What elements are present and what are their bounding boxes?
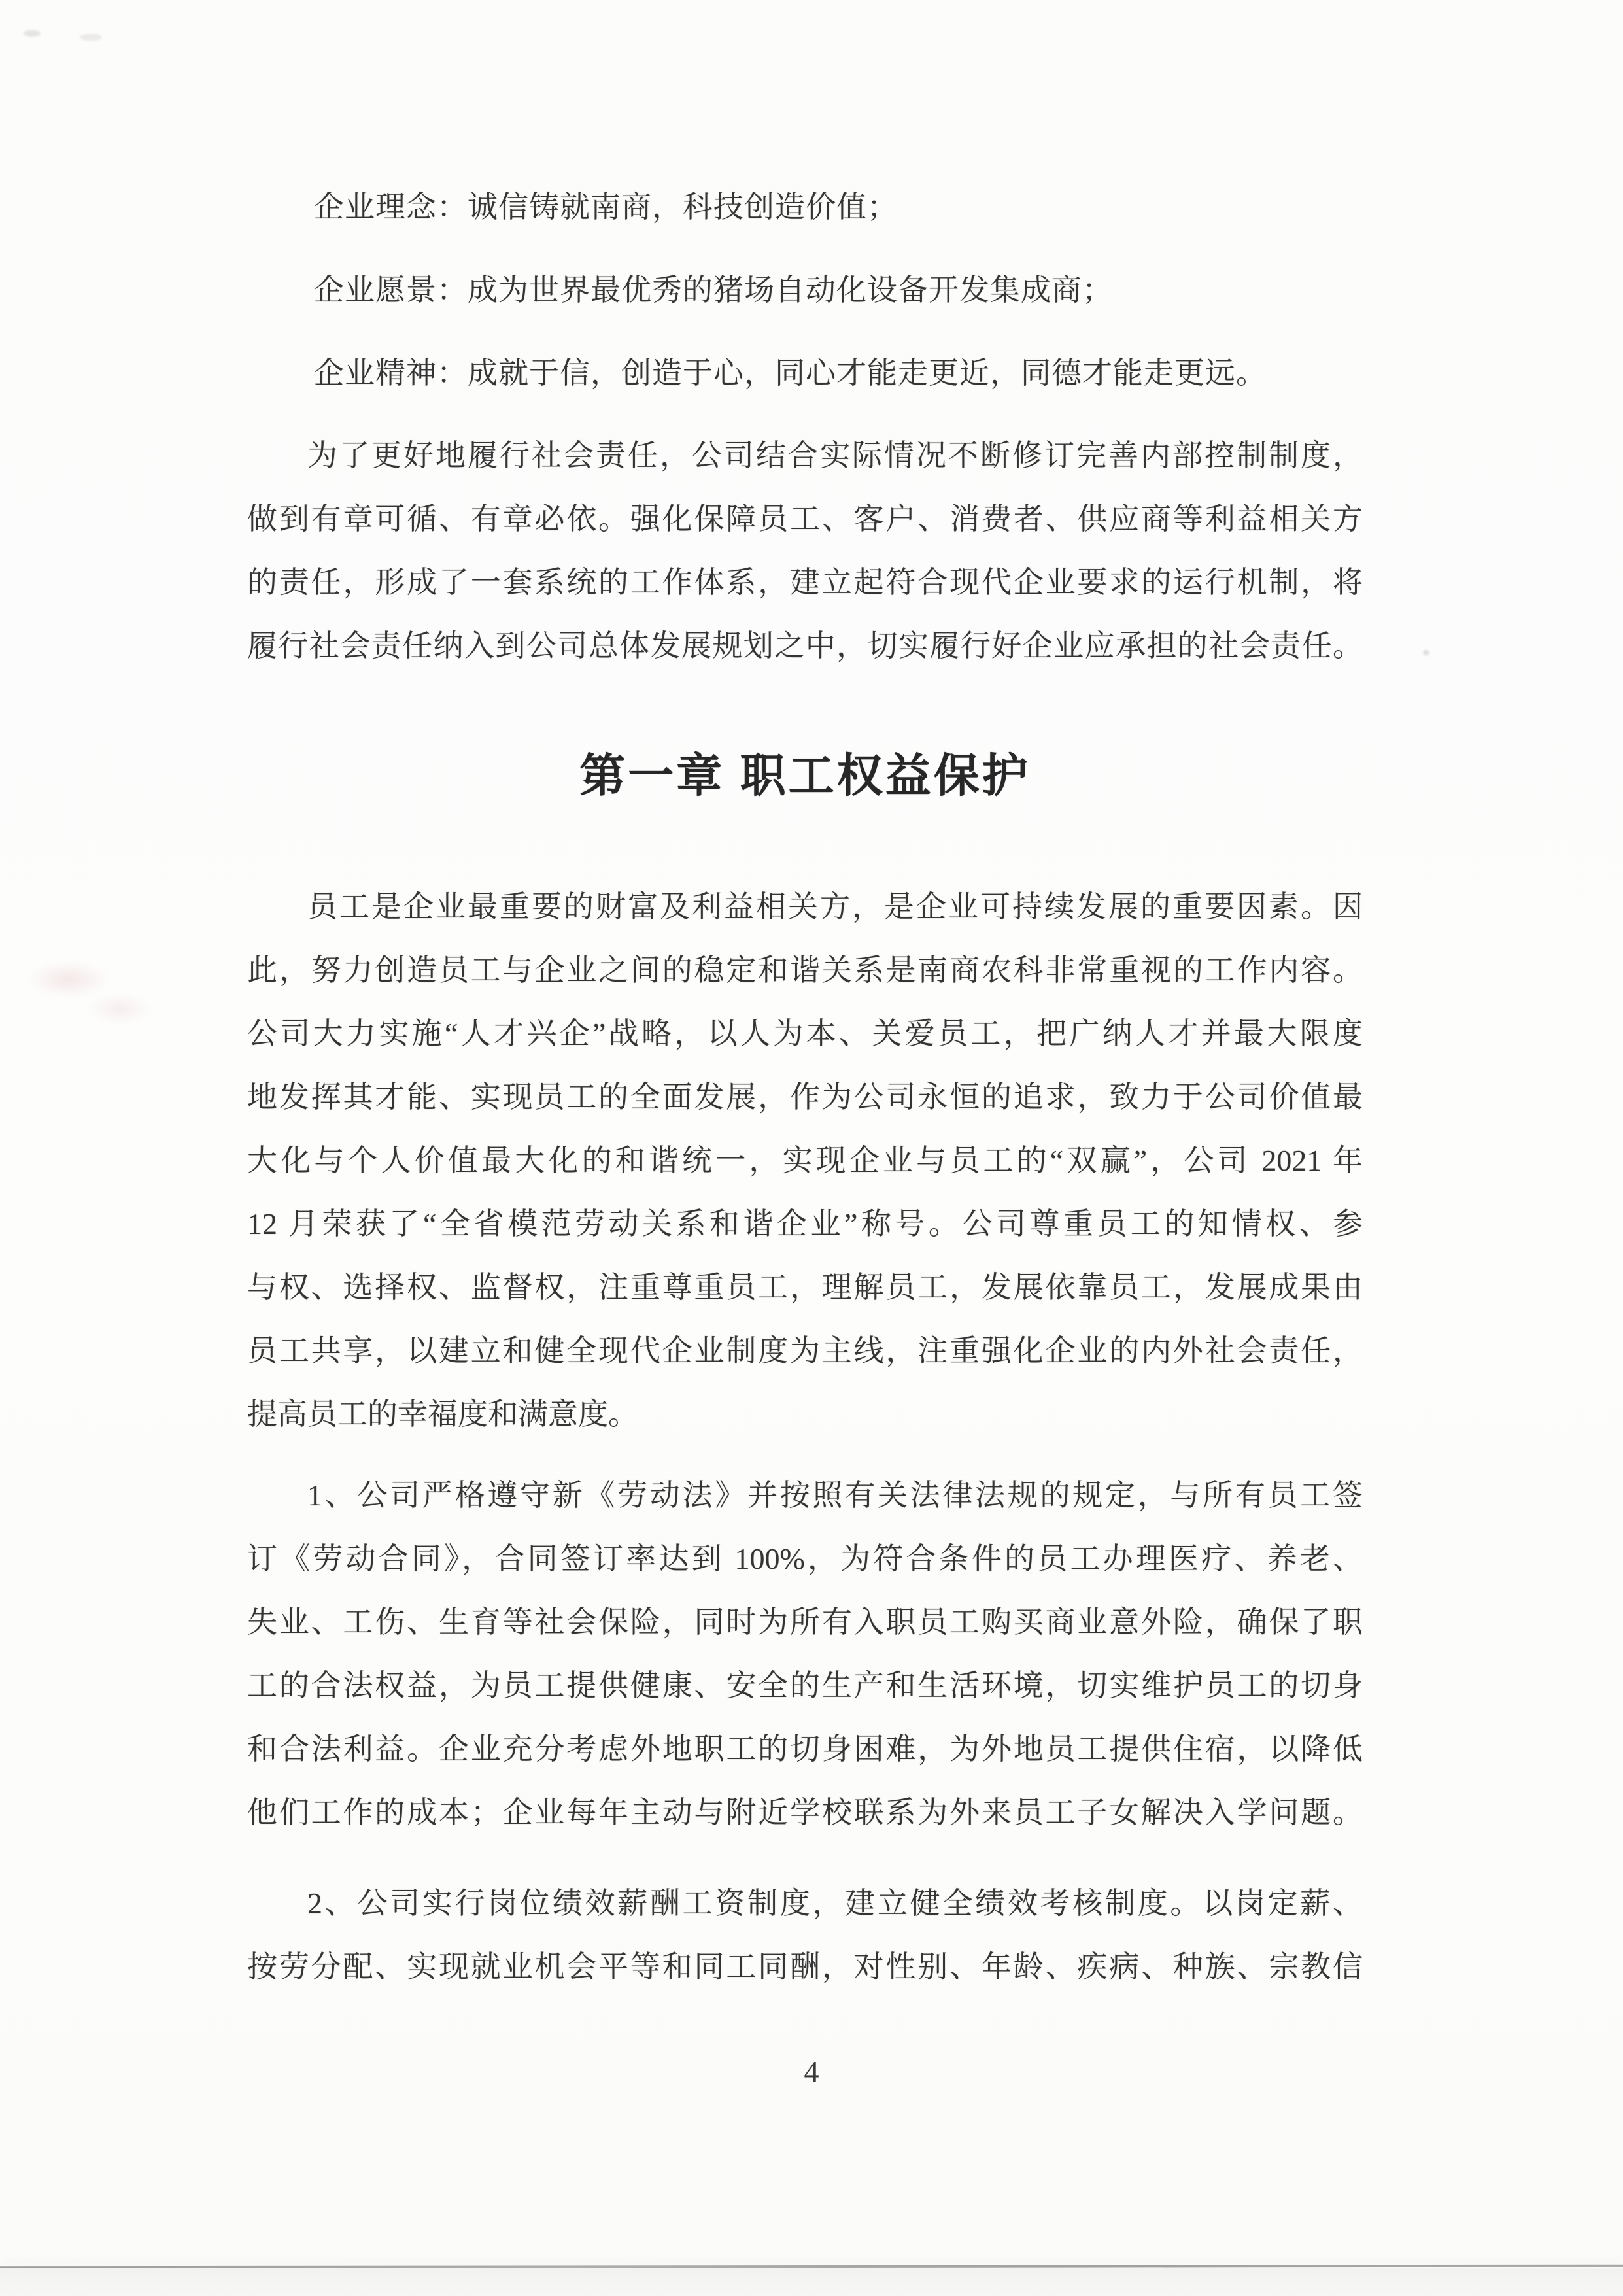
text-line: 12 月荣获了“全省模范劳动关系和谐企业”称号。公司尊重员工的知情权、参 (247, 1207, 1363, 1241)
corporate-values-block (314, 165, 1465, 415)
page-number: 4 (804, 2055, 819, 2088)
labor-contract-paragraph (247, 1464, 1363, 1844)
scan-speck (80, 34, 102, 41)
chapter-heading: 第一章 职工权益保护 (579, 750, 1031, 801)
text-line: 员工是企业最重要的财富及利益相关方，是企业可持续发展的重要因素。因 (307, 890, 1363, 923)
text-line: 工的合法权益，为员工提供健康、安全的生产和生活环境，切实维护员工的切身 (247, 1669, 1363, 1702)
scan-smudge (9, 950, 179, 1035)
text-line: 和合法利益。企业充分考虑外地职工的切身困难，为外地员工提供住宿，以降低 (247, 1732, 1363, 1766)
text-line: 履行社会责任纳入到公司总体发展规划之中，切实履行好企业应承担的社会责任。 (247, 629, 1363, 662)
intro-paragraph (247, 424, 1363, 677)
scan-speck (1423, 650, 1429, 655)
text-line: 为了更好地履行社会责任，公司结合实际情况不断修订完善内部控制制度， (307, 439, 1363, 472)
scan-edge-area (0, 2268, 1623, 2296)
employee-rights-paragraph (247, 875, 1363, 1446)
text-line: 失业、工伤、生育等社会保险，同时为所有入职员工购买商业意外险，确保了职 (247, 1605, 1363, 1639)
text-line: 与权、选择权、监督权，注重尊重员工，理解员工，发展依靠员工，发展成果由 (247, 1271, 1363, 1304)
text-line: 此，努力创造员工与企业之间的稳定和谐关系是南商农科非常重视的工作内容。 (247, 953, 1363, 987)
text-line: 企业精神：成就于信，创造于心，同心才能走更近，同德才能走更远。 (314, 356, 1267, 390)
text-line: 提高员工的幸福度和满意度。 (247, 1397, 638, 1431)
text-line: 企业理念：诚信铸就南商，科技创造价值； (314, 190, 898, 224)
text-line: 1、公司严格遵守新《劳动法》并按照有关法律法规的规定，与所有员工签 (307, 1479, 1363, 1512)
text-line: 2、公司实行岗位绩效薪酬工资制度，建立健全绩效考核制度。以岗定薪、 (307, 1887, 1363, 1920)
text-line: 的责任，形成了一套系统的工作体系，建立起符合现代企业要求的运行机制，将 (247, 566, 1363, 599)
text-line: 地发挥其才能、实现员工的全面发展，作为公司永恒的追求，致力于公司价值最 (247, 1080, 1363, 1114)
text-line: 企业愿景：成为世界最优秀的猪场自动化设备开发集成商； (314, 273, 1113, 307)
salary-system-paragraph (247, 1872, 1363, 1998)
text-line: 他们工作的成本；企业每年主动与附近学校联系为外来员工子女解决入学问题。 (247, 1796, 1363, 1829)
text-line: 订《劳动合同》，合同签订率达到 100%，为符合条件的员工办理医疗、养老、 (247, 1542, 1363, 1575)
text-line: 公司大力实施“人才兴企”战略，以人为本、关爱员工，把广纳人才并最大限度 (247, 1017, 1363, 1050)
text-line: 做到有章可循、有章必依。强化保障员工、客户、消费者、供应商等利益相关方 (247, 502, 1363, 536)
scan-speck (24, 30, 41, 37)
text-line: 按劳分配、实现就业机会平等和同工同酬，对性别、年龄、疾病、种族、宗教信 (247, 1950, 1363, 1983)
text-line: 员工共享，以建立和健全现代企业制度为主线，注重强化企业的内外社会责任， (247, 1334, 1363, 1367)
text-line: 大化与个人价值最大化的和谐统一，实现企业与员工的“双赢”，公司 2021 年 (247, 1144, 1363, 1177)
